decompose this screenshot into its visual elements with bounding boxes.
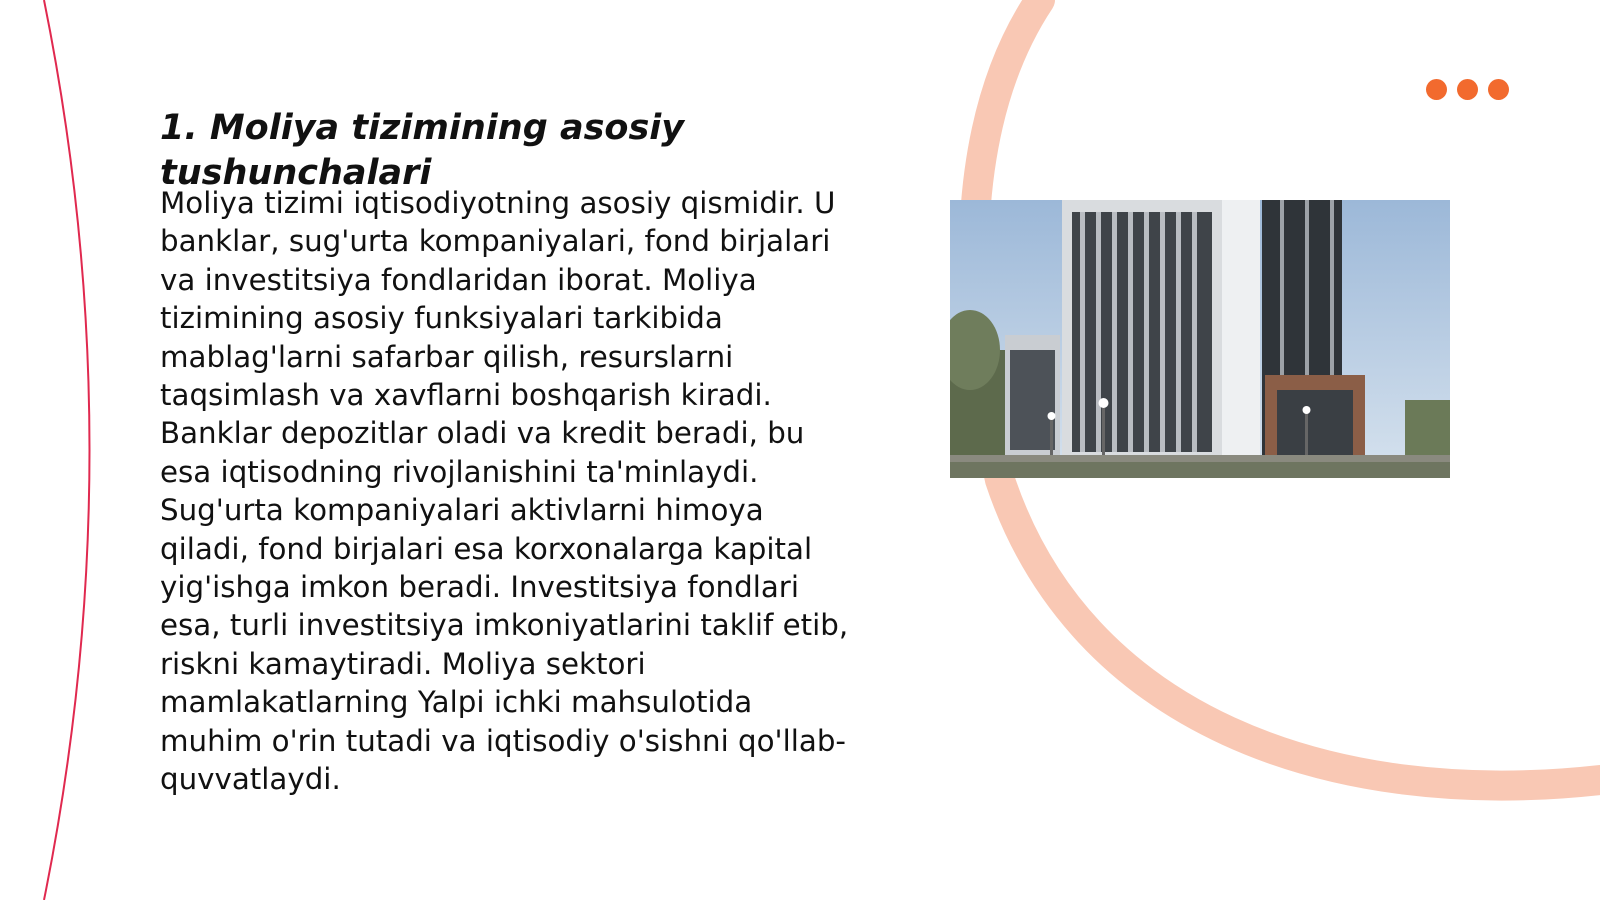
slide-body-text: Moliya tizimi iqtisodiyotning asosiy qismidir. U banklar, sug'urta kompaniyalari, fond birjalari va investitsiya fondlaridan iborat. Moliya tizimining asosiy funksiyalari tarkibida mablag'larni safarbar qilish, resurslarni taqsimlash va xavflarni boshqarish kiradi. Banklar depozitlar oladi va kredit beradi, bu esa iqtisodning rivojlanishini ta'minlaydi. Sug'urta kompaniyalari aktivlarni himoya qiladi, fond birjalari esa korxonalarga kapital yig'ishga imkon beradi. Investitsiya fondlari esa, turli investitsiya imkoniyatlarini taklif etib, riskni kamaytiradi. Moliya sektori mamlakatlarning Yalpi ichki mahsulotida muhim o'rin tutadi va iqtisodiy o'sishni qo'llab-quvvatlaydi. xyxy=(160,186,849,797)
decorative-left-line xyxy=(44,0,90,900)
building-photo xyxy=(950,200,1450,478)
slide-title: 1. Moliya tizimining asosiy tushunchalari xyxy=(160,108,685,193)
dot xyxy=(1426,79,1447,100)
dot xyxy=(1457,79,1478,100)
dots-icon xyxy=(1426,79,1509,100)
dot xyxy=(1488,79,1509,100)
